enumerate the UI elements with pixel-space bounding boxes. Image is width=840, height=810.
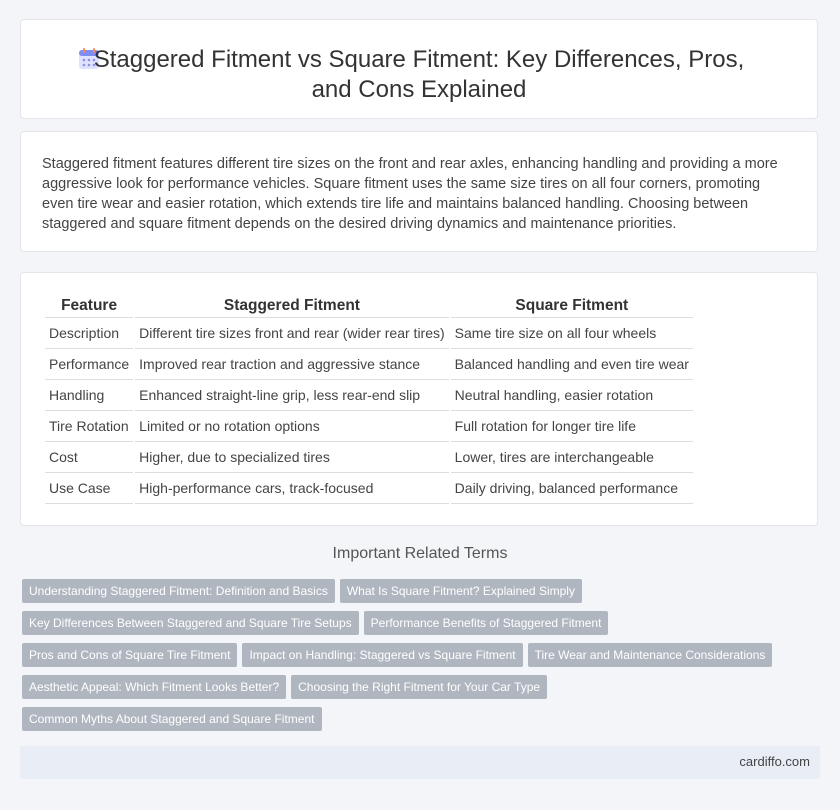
table-cell: Performance	[45, 349, 133, 380]
table-cell: Same tire size on all four wheels	[451, 318, 693, 349]
table-cell: Balanced handling and even tire wear	[451, 349, 693, 380]
table-row	[45, 349, 693, 380]
related-term-tag[interactable]: Pros and Cons of Square Tire Fitment	[22, 643, 237, 667]
header-card	[20, 19, 818, 119]
related-term-tag[interactable]: Aesthetic Appeal: Which Fitment Looks Better?	[22, 675, 286, 699]
related-term-tag[interactable]: Performance Benefits of Staggered Fitment	[364, 611, 609, 635]
table-row	[45, 442, 693, 473]
table-cell: Description	[45, 318, 133, 349]
related-term-tag[interactable]: Choosing the Right Fitment for Your Car Type	[291, 675, 547, 699]
column-header: Feature	[45, 293, 133, 318]
related-term-tag[interactable]: Common Myths About Staggered and Square Fitment	[22, 707, 322, 731]
intro-card	[20, 131, 818, 252]
table-cell: Limited or no rotation options	[135, 411, 449, 442]
column-header: Square Fitment	[451, 293, 693, 318]
table-cell: Neutral handling, easier rotation	[451, 380, 693, 411]
table-cell: Handling	[45, 380, 133, 411]
table-header-row	[45, 293, 693, 318]
related-term-tag[interactable]: Understanding Staggered Fitment: Definition and Basics	[22, 579, 335, 603]
table-cell: Tire Rotation	[45, 411, 133, 442]
intro-text: Staggered fitment features different tire sizes on the front and rear axles, enhancing handling and providing a more aggressive look for performance vehicles. Square fitment uses the same size tires on all four corners, promoting even tire wear and easier rotation, which extends tire life and maintains balanced handling. Choosing between staggered and square fitment depends on the desired driving dynamics and maintenance priorities.	[42, 156, 778, 232]
related-term-tag[interactable]: Impact on Handling: Staggered vs Square Fitment	[242, 643, 522, 667]
table-cell: Higher, due to specialized tires	[135, 442, 449, 473]
table-cell: High-performance cars, track-focused	[135, 473, 449, 504]
related-term-tag[interactable]: What Is Square Fitment? Explained Simply	[340, 579, 582, 603]
table-cell: Use Case	[45, 473, 133, 504]
table-cell: Improved rear traction and aggressive stance	[135, 349, 449, 380]
related-terms-title: Important Related Terms	[332, 545, 508, 562]
table-cell: Cost	[45, 442, 133, 473]
related-term-tag[interactable]: Tire Wear and Maintenance Considerations	[528, 643, 773, 667]
table-cell: Enhanced straight-line grip, less rear-end slip	[135, 380, 449, 411]
table-cell: Different tire sizes front and rear (wider rear tires)	[135, 318, 449, 349]
footer-site-link[interactable]: cardiffo.com	[739, 754, 810, 769]
comparison-table-card	[20, 272, 818, 526]
table-cell: Daily driving, balanced performance	[451, 473, 693, 504]
page-title: Staggered Fitment vs Square Fitment: Key Differences, Pros, and Cons Explained	[93, 46, 745, 103]
table-row	[45, 473, 693, 504]
table-cell: Lower, tires are interchangeable	[451, 442, 693, 473]
column-header: Staggered Fitment	[135, 293, 449, 318]
table-row	[45, 318, 693, 349]
table-row	[45, 411, 693, 442]
related-terms-list	[22, 579, 812, 739]
related-term-tag[interactable]: Key Differences Between Staggered and Square Tire Setups	[22, 611, 359, 635]
comparison-table	[43, 293, 695, 504]
table-cell: Full rotation for longer tire life	[451, 411, 693, 442]
table-row	[45, 380, 693, 411]
footer	[20, 746, 820, 779]
